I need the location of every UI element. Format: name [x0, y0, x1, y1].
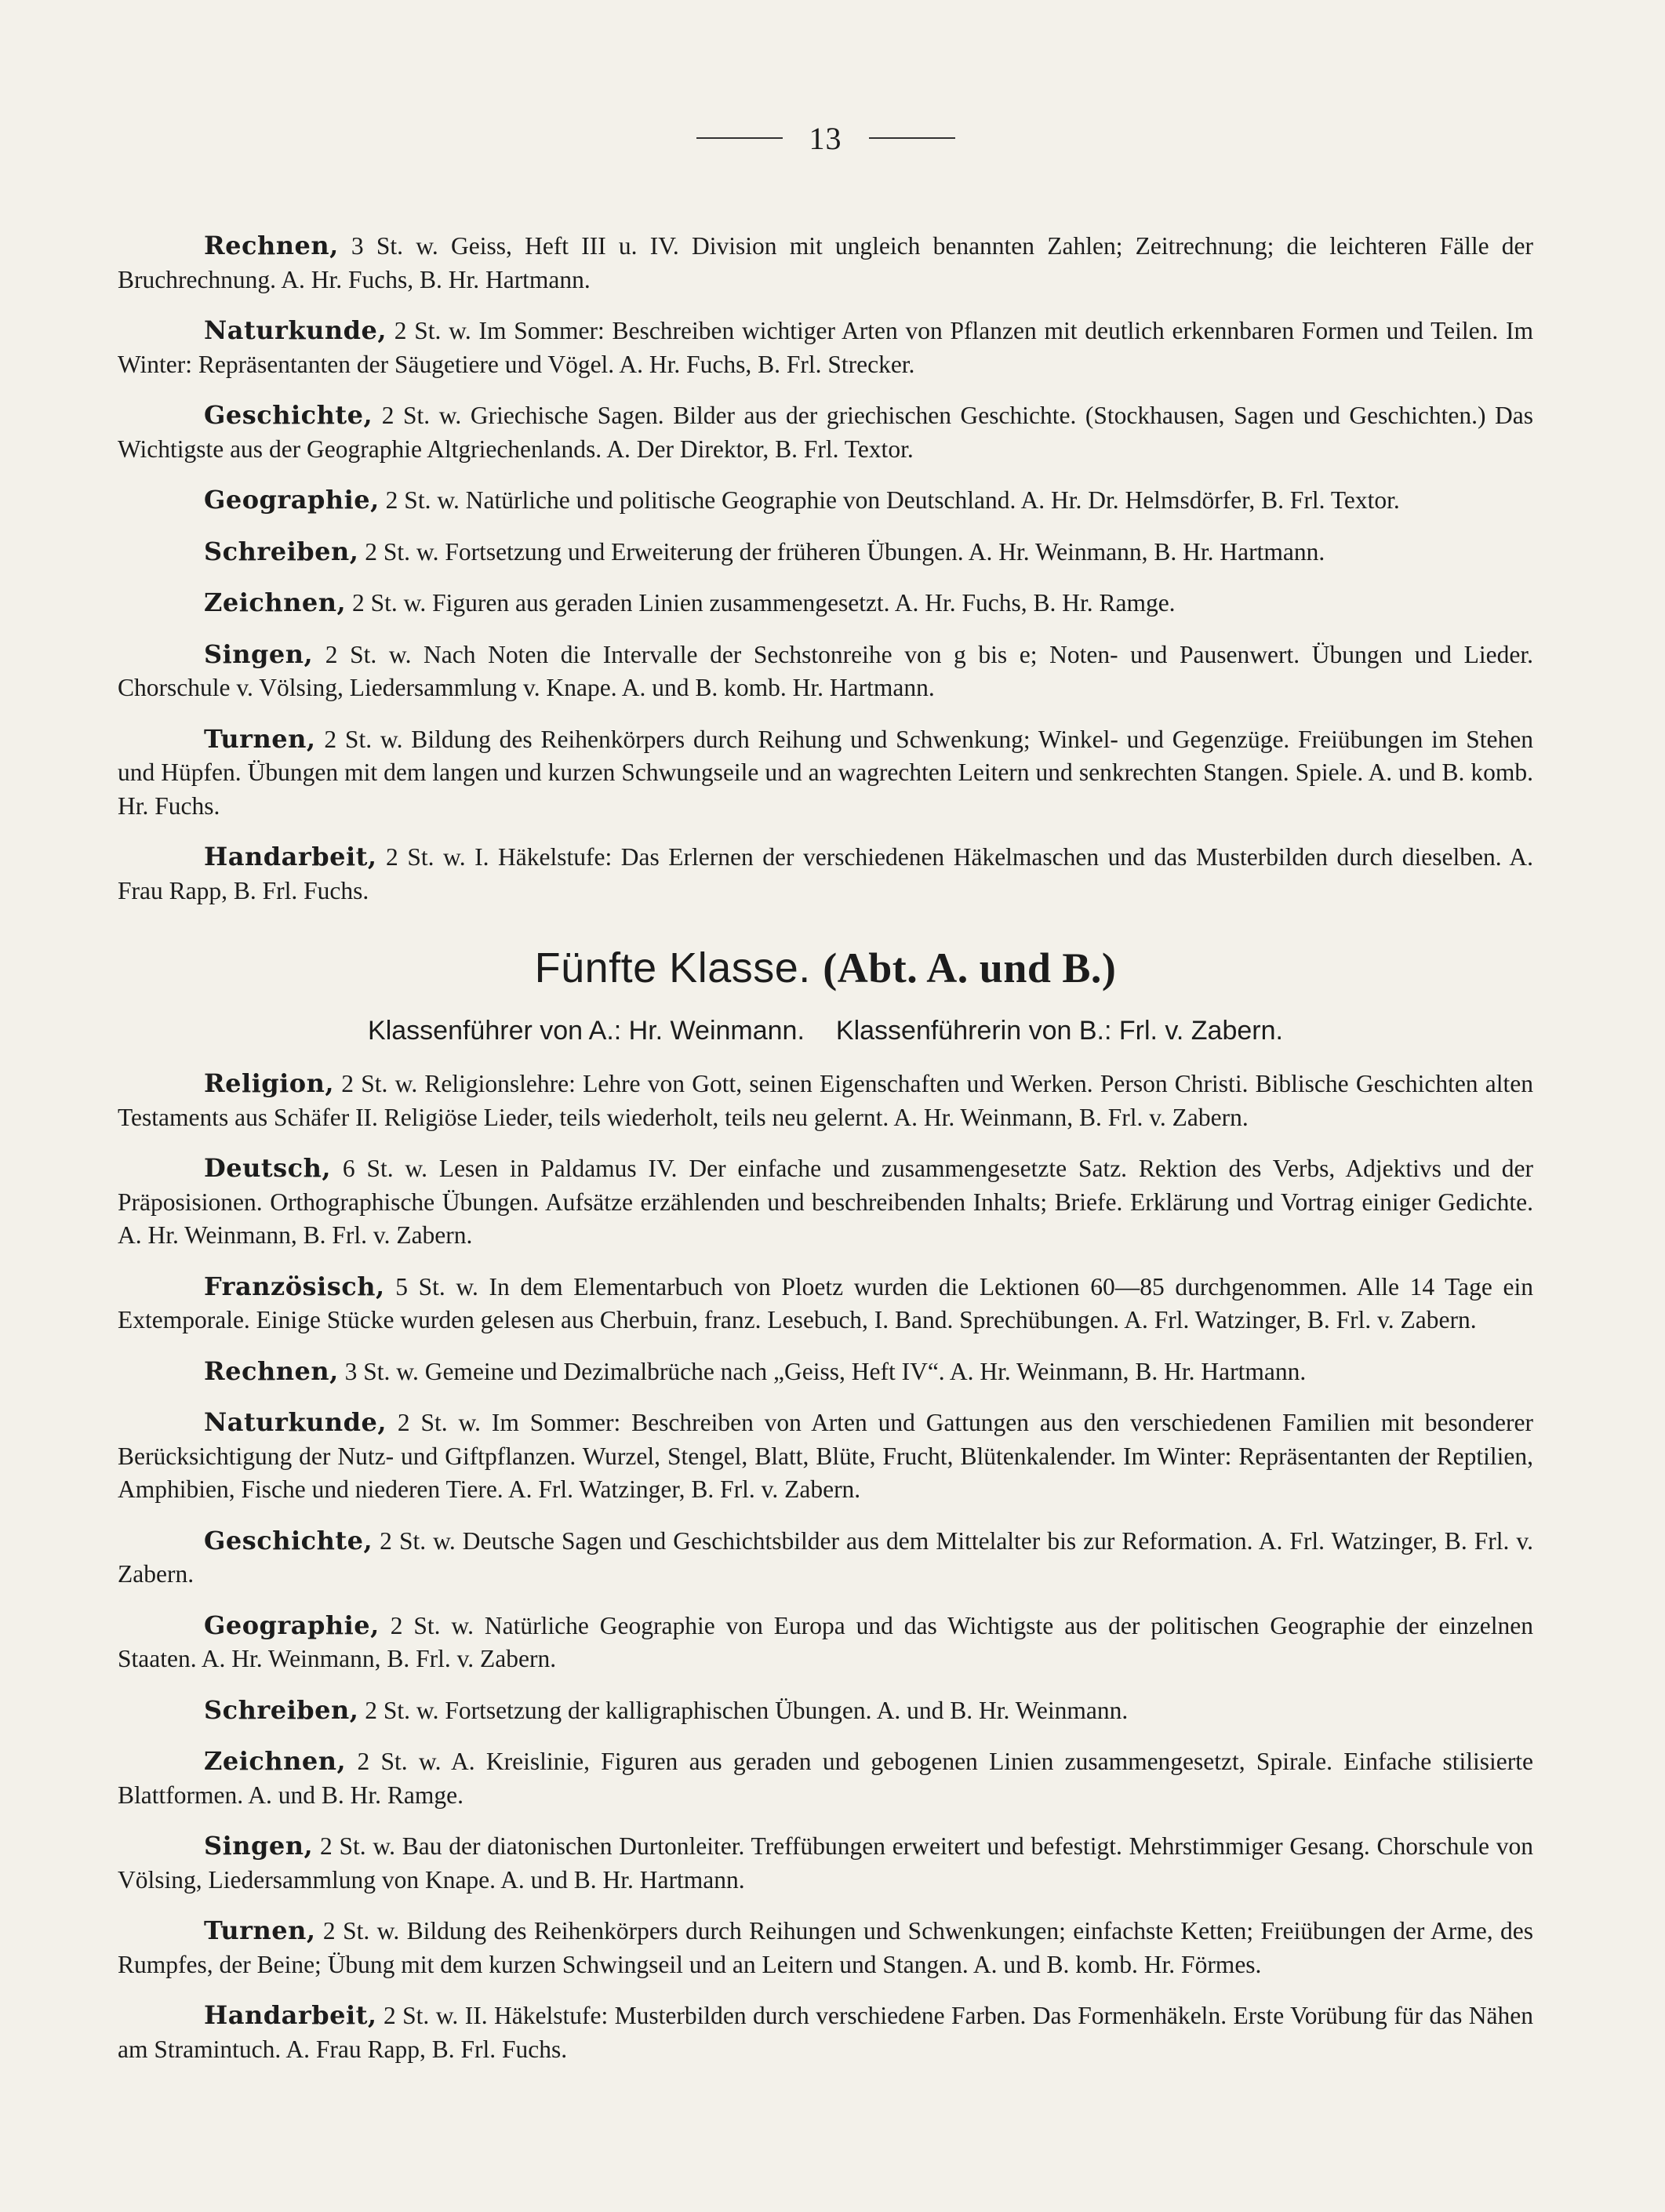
class-leader-a: Klassenführer von A.: Hr. Weinmann.	[368, 1016, 805, 1046]
entry-subject: Schreiben,	[204, 536, 359, 566]
entry-zeichnen	[118, 1744, 1533, 1812]
page-number: 13	[809, 120, 842, 156]
entry-geschichte	[118, 398, 1533, 466]
class-leader-b: Klassenführerin von B.: Frl. v. Zabern.	[835, 1016, 1283, 1046]
page-header	[118, 110, 1533, 166]
entry-singen	[118, 1829, 1533, 1897]
entry-turnen	[118, 1914, 1533, 1981]
entry-subject: Deutsch,	[204, 1153, 332, 1183]
entry-text: 5 St. w. In dem Elementarbuch von Ploetz wurden die Lektionen 60—85 durchgenommen. Alle 14 Tage ein Extemporale. Einige Stücke wurden gelesen aus Cherbuin, franz. Lesebuch, I. Band. Sprechübungen. A. Frl. Watzinger, B. Frl. v. Zabern.	[118, 1272, 1533, 1333]
entry-text: 2 St. w. Im Sommer: Beschreiben von Arten und Gattungen aus den verschiedenen Familien mit besonderer Berücksichtigung der Nutz- und Giftpflanzen. Wurzel, Stengel, Blatt, Blüte, Frucht, Blütenkalender. Im Winter: Repräsentanten der Reptilien, Amphibien, Fische und niederen Tiere. A. Frl. Watzinger, B. Frl. v. Zabern.	[118, 1409, 1533, 1503]
entry-text: 2 St. w. Bildung des Reihenkörpers durch Reihungen und Schwenkungen; einfachste Ketten; Freiübungen der Arme, des Rumpfes, der Beine; Übung mit dem kurzen Schwingseil und an Leitern und Stangen. A. und B. komb. Hr. Förmes.	[118, 1917, 1533, 1978]
entry-franzoesisch	[118, 1270, 1533, 1337]
entry-text: 6 St. w. Lesen in Paldamus IV. Der einfache und zusammengesetzte Satz. Rektion des Verbs, Adjektivs und der Präposisionen. Orthographische Übungen. Aufsätze erzählenden und beschreibenden Inhalts; Briefe. Erklärung und Vortrag einiger Gedichte. A. Hr. Weinmann, B. Frl. v. Zabern.	[118, 1155, 1533, 1249]
entry-text: 2 St. w. Nach Noten die Intervalle der Sechstonreihe von g bis e; Noten- und Pausenwert. Übungen und Lieder. Chorschule v. Völsing, Liedersammlung v. Knape. A. und B. komb. Hr. Hartmann.	[118, 640, 1533, 701]
section-heading	[118, 944, 1533, 992]
entry-text: 2 St. w. I. Häkelstufe: Das Erlernen der verschiedenen Häkelmaschen und das Musterbilden durch dieselben. A. Frau Rapp, B. Frl. Fuchs.	[118, 843, 1533, 904]
entry-schreiben	[118, 535, 1533, 569]
top-entries	[118, 229, 1533, 908]
entry-text: 2 St. w. Bildung des Reihenkörpers durch Reihung und Schwenkung; Winkel- und Gegenzüge. Freiübungen im Stehen und Hüpfen. Übungen mit dem langen und kurzen Schwungseile und an wagrechten Leitern und senkrechten Stangen. Spiele. A. und B. komb. Hr. Fuchs.	[118, 725, 1533, 820]
entry-text: 2 St. w. Im Sommer: Beschreiben wichtiger Arten von Pflanzen mit deutlich erkennbaren Formen und Teilen. Im Winter: Repräsentanten der Säugetiere und Vögel. A. Hr. Fuchs, B. Frl. Strecker.	[118, 317, 1533, 378]
entry-zeichnen	[118, 586, 1533, 620]
section-subtitle: (Abt. A. und B.)	[823, 944, 1117, 991]
entry-text: 2 St. w. Bau der diatonischen Durtonleiter. Treffübungen erweitert und befestigt. Mehrstimmiger Gesang. Chorschule von Völsing, Liedersammlung von Knape. A. und B. Hr. Hartmann.	[118, 1832, 1533, 1894]
entry-subject: Turnen,	[204, 1915, 316, 1945]
entry-text: 2 St. w. Fortsetzung und Erweiterung der früheren Übungen. A. Hr. Weinmann, B. Hr. Hartmann.	[358, 537, 1325, 566]
entry-text: 2 St. w. Griechische Sagen. Bilder aus der griechischen Geschichte. (Stockhausen, Sagen und Geschichten.) Das Wichtigste aus der Geographie Altgriechenlands. A. Der Direktor, B. Frl. Textor.	[118, 402, 1533, 463]
header-rule-left	[696, 137, 783, 139]
entry-subject: Geographie,	[204, 1610, 380, 1640]
entry-subject: Turnen,	[204, 723, 316, 754]
section-title: Fünfte Klasse.	[534, 944, 811, 991]
entry-text: 2 St. w. Natürliche und politische Geographie von Deutschland. A. Hr. Dr. Helmsdörfer, B. Frl. Textor.	[379, 486, 1400, 514]
entry-subject: Naturkunde,	[204, 315, 387, 345]
entry-text: 2 St. w. Religionslehre: Lehre von Gott, seinen Eigenschaften und Werken. Person Christi. Biblische Geschichten alten Testaments aus Schäfer II. Religiöse Lieder, teils wiederholt, teils neu gelernt. A. Hr. Weinmann, B. Frl. v. Zabern.	[118, 1070, 1533, 1131]
entry-subject: Singen,	[204, 1831, 314, 1861]
entry-handarbeit	[118, 840, 1533, 908]
entry-text: 2 St. w. Deutsche Sagen und Geschichtsbilder aus dem Mittelalter bis zur Reformation. A. Frl. Watzinger, B. Frl. v. Zabern.	[118, 1526, 1533, 1588]
entry-subject: Geschichte,	[204, 400, 373, 430]
entry-subject: Zeichnen,	[204, 1746, 347, 1776]
entry-geographie	[118, 483, 1533, 518]
entry-schreiben	[118, 1694, 1533, 1728]
entry-deutsch	[118, 1151, 1533, 1253]
entry-geschichte	[118, 1524, 1533, 1592]
entry-geographie	[118, 1609, 1533, 1676]
entry-text: 3 St. w. Gemeine und Dezimalbrüche nach „Geiss, Heft IV“. A. Hr. Weinmann, B. Hr. Hartmann.	[338, 1357, 1307, 1385]
entry-religion	[118, 1067, 1533, 1134]
entry-subject: Handarbeit,	[204, 842, 377, 871]
entry-subject: Schreiben,	[204, 1694, 359, 1725]
entry-text: 2 St. w. Fortsetzung der kalligraphischen Übungen. A. und B. Hr. Weinmann.	[358, 1696, 1129, 1724]
entry-turnen	[118, 722, 1533, 824]
entry-handarbeit	[118, 1999, 1533, 2066]
entry-subject: Religion,	[204, 1068, 335, 1098]
entry-rechnen	[118, 229, 1533, 297]
entry-subject: Französisch,	[204, 1271, 385, 1301]
document-page	[118, 110, 1533, 2083]
entry-singen	[118, 638, 1533, 705]
entry-text: 3 St. w. Geiss, Heft III u. IV. Division mit ungleich benannten Zahlen; Zeitrechnung; die leichteren Fälle der Bruchrechnung. A. Hr. Fuchs, B. Hr. Hartmann.	[118, 232, 1533, 293]
entry-naturkunde	[118, 314, 1533, 381]
class-leaders	[118, 1016, 1533, 1046]
entry-subject: Rechnen,	[204, 1355, 339, 1386]
entry-text: 2 St. w. II. Häkelstufe: Musterbilden durch verschiedene Farben. Das Formenhäkeln. Erste Vorübung für das Nähen am Stramintuch. A. Frau Rapp, B. Frl. Fuchs.	[118, 2002, 1533, 2063]
entry-naturkunde	[118, 1406, 1533, 1507]
entry-text: 2 St. w. Natürliche Geographie von Europa und das Wichtigste aus der politischen Geographie der einzelnen Staaten. A. Hr. Weinmann, B. Frl. v. Zabern.	[118, 1611, 1533, 1672]
entry-text: 2 St. w. A. Kreislinie, Figuren aus geraden und gebogenen Linien zusammengesetzt, Spirale. Einfache stilisierte Blattformen. A. und B. Hr. Ramge.	[118, 1748, 1533, 1809]
entry-subject: Rechnen,	[204, 231, 339, 260]
entry-subject: Zeichnen,	[204, 588, 347, 617]
entry-rechnen	[118, 1355, 1533, 1389]
entry-subject: Naturkunde,	[204, 1407, 387, 1437]
header-rule-right	[869, 137, 955, 139]
bottom-entries	[118, 1067, 1533, 2066]
entry-text: 2 St. w. Figuren aus geraden Linien zusammengesetzt. A. Hr. Fuchs, B. Hr. Ramge.	[346, 589, 1176, 617]
entry-subject: Geographie,	[204, 485, 380, 515]
entry-subject: Singen,	[204, 638, 314, 669]
entry-subject: Handarbeit,	[204, 2000, 377, 2030]
entry-subject: Geschichte,	[204, 1525, 373, 1555]
